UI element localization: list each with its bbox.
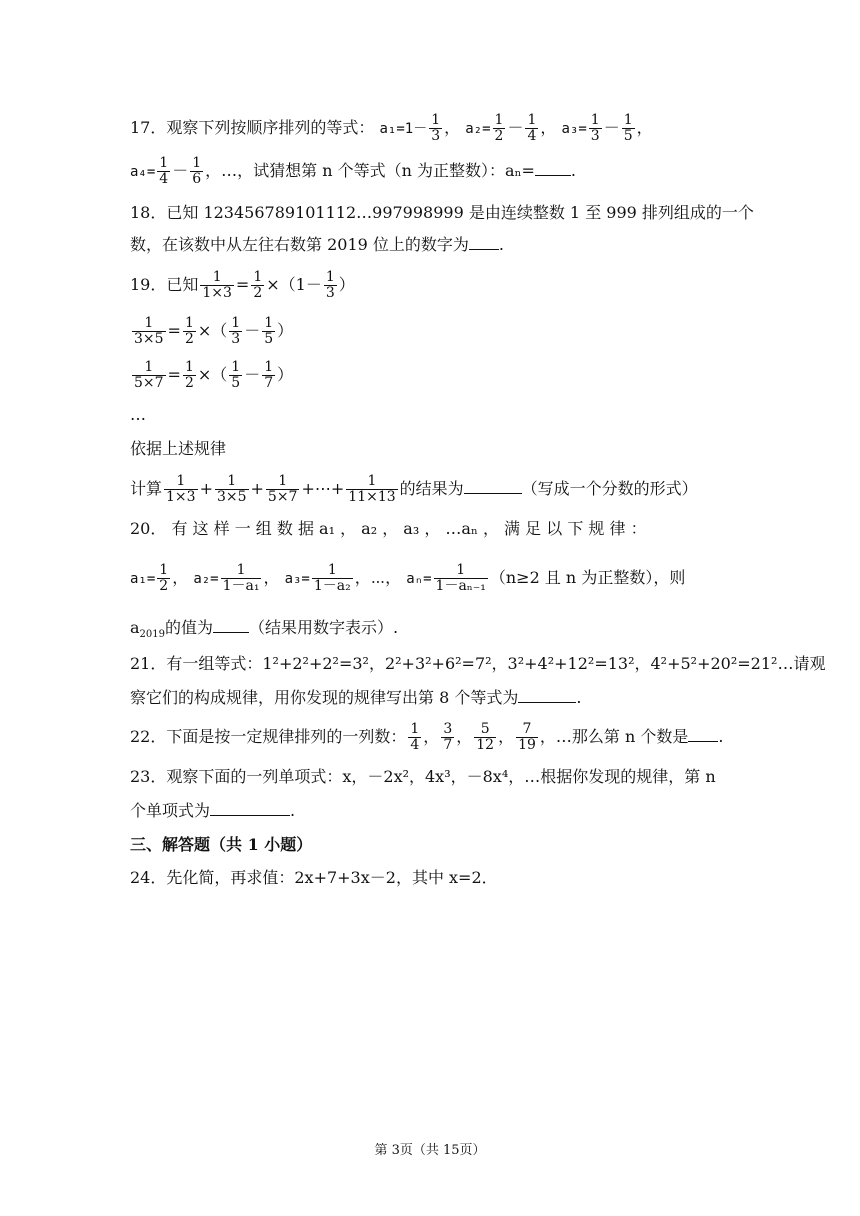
q17-line1: 17．观察下列按顺序排列的等式： a₁=1－ $\frac{1}{3}$ ， a₂= $\frac{1}{2}$ － $\frac{1}{4}$ ， a₃= $\frac{1}{3}$ － $\frac{1}{5}$ ，	[130, 112, 653, 144]
answer-blank	[518, 688, 576, 703]
q19-row3: $\frac{1}{5\times 7}$ = $\frac{1}{2}$ ×（ $\frac{1}{5}$ － $\frac{1}{7}$ ）	[134, 359, 294, 391]
answer-blank	[210, 801, 290, 816]
q21-line2: 察它们的构成规律，用你发现的规律写出第 8 个等式为 .	[130, 688, 582, 707]
q23-line2: 个单项式为 .	[130, 801, 296, 820]
answer-blank	[688, 727, 718, 742]
q17-number: 17．	[130, 118, 167, 137]
answer-blank	[535, 161, 571, 176]
q20-line2: a₁= $\frac{1}{2}$ ， a₂= $\frac{1}{\text{1－a₁}}$ ， a₃= $\frac{1}{\text{1－a₂}}$ ，⋯， aₙ= $\frac{1}{\text{1－aₙ₋₁}}$ （n≥2 且 n 为正整数），则	[130, 562, 686, 594]
section-heading: 三、解答题（共 1 小题）	[130, 835, 313, 854]
q20-line3: $a_{2019}$的值为 （结果用数字表示）.	[130, 618, 399, 641]
q19-calc: 计算 $\frac{1}{1\times 3}$ + $\frac{1}{3\times 5}$ + $\frac{1}{5\times 7}$ +⋯+ $\frac{1}{11\times 13}$ 的结果为 （写成一个分数的形式）	[130, 473, 698, 505]
q23-line1: 23．观察下面的一列单项式：x，－2x²，4x³，－8x⁴，…根据你发现的规律，第 n	[130, 767, 716, 786]
answer-blank	[469, 235, 499, 250]
page-footer: 第 3页（共 15页）	[374, 1143, 486, 1158]
q19-rule: 依据上述规律	[130, 439, 227, 458]
q19-row1: 19．已知 $\frac{1}{1\times 3}$ = $\frac{1}{2}$ ×（1－ $\frac{1}{3}$ ）	[130, 269, 355, 301]
q18-line1: 18．已知 123456789101112…997998999 是由连续整数 1 至 999 排列组成的一个	[130, 203, 754, 222]
answer-blank	[464, 479, 522, 494]
q18-line2: 数，在该数中从左往右数第 2019 位上的数字为 .	[130, 235, 504, 254]
q20-line1: 20． 有 这 样 一 组 数 据 a₁ ， a₂ ， a₃ ， …aₙ ， 满 足 以 下 规 律 ：	[130, 519, 647, 538]
q22-line: 22．下面是按一定规律排列的一列数： $\frac{1}{4}$ ， $\frac{3}{7}$ ， $\frac{5}{12}$ ， $\frac{7}{19}$ ，…那么第 n 个数是 .	[130, 721, 724, 753]
q17-line2: a₄= $\frac{1}{4}$ － $\frac{1}{6}$ ，…，试猜想第 n 个等式（n 为正整数）：aₙ= .	[130, 155, 576, 187]
q19-number: 19．已知	[130, 275, 199, 294]
q19-row2: $\frac{1}{3\times 5}$ = $\frac{1}{2}$ ×（ $\frac{1}{3}$ － $\frac{1}{5}$ ）	[134, 315, 294, 347]
q21-line1: 21．有一组等式：1²+2²+2²=3²，2²+3²+6²=7²，3²+4²+12²=13²，4²+5²+20²=21²…请观	[130, 654, 826, 673]
q24-line: 24．先化简，再求值：2x+7+3x－2，其中 x=2．	[130, 868, 498, 887]
q19-dots: …	[130, 405, 146, 424]
answer-blank	[213, 618, 249, 633]
